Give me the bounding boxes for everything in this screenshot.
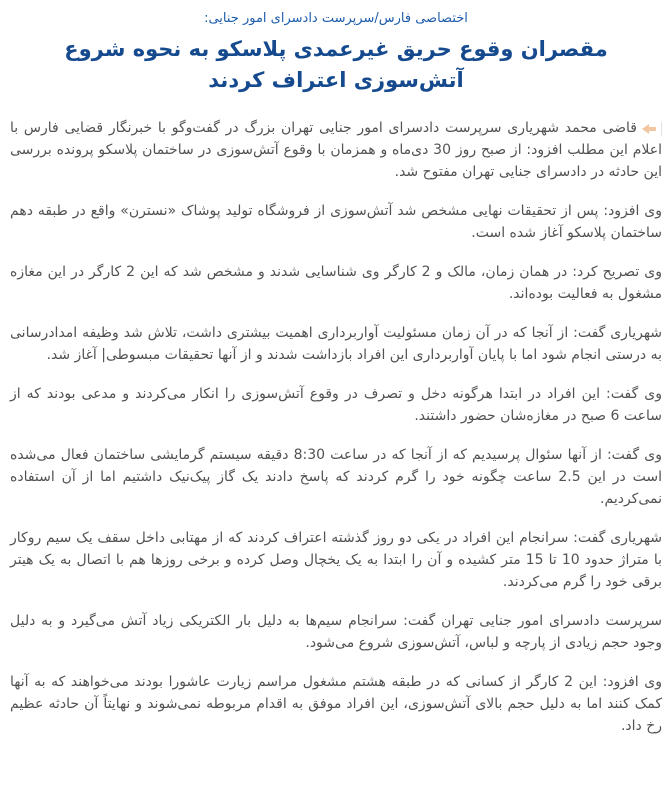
- lead-paragraph: [10, 117, 662, 183]
- article-paragraph: سرپرست دادسرای امور جنایی تهران گفت: سرانجام سیم‌ها به دلیل بار الکتریکی زیاد آتش می‌گیرد و به دلیل وجود حجم زیادی از پارچه و لباس، آتش‌سوزی شروع می‌شود.: [10, 613, 662, 651]
- article-body: [10, 117, 662, 737]
- article-paragraph: وی افزود: پس از تحقیقات نهایی مشخص شد آتش‌سوزی از فروشگاه تولید پوشاک «نسترن» واقع در طبقه دهم ساختمان پلاسکو آغاز شده است.: [10, 203, 662, 241]
- paragraph-text: قاضی محمد شهریاری سرپرست دادسرای امور جنایی تهران بزرگ در گفت‌وگو با خبرنگار قضایی فارس با اعلام این مطلب افزود: از صبح روز 30 دی‌ماه و همزمان با وقوع آتش‌سوزی در ساختمان پلاسکو پرونده بررسی این حادثه در دادسرای جنایی تهران مفتوح شد.: [10, 120, 662, 180]
- article-paragraph: وی گفت: از آنها سئوال پرسیدیم که از آنجا که در ساعت 8:30 دقیقه سیستم گرمایشی ساختمان فعال می‌شده است در این 2.5 ساعت چگونه خود را گرم کردند که پاسخ دادند یک گاز پیک‌نیک داشتیم اما از آن استفاده نمی‌کردیم.: [10, 447, 662, 507]
- article-paragraph: شهریاری گفت: از آنجا که در آن زمان مسئولیت آواربرداری اهمیت بیشتری داشت، تلاش شد وظیفه امدادرسانی به درستی انجام شود اما با پایان آواربرداری این افراد بازداشت شدند و از آنها تحقیقات مبسوطی| آغاز شد.: [10, 325, 662, 363]
- article-kicker: اختصاصی فارس/سرپرست دادسرای امور جنایی:: [204, 11, 468, 26]
- article-paragraph: وی افزود: این 2 کارگر از کسانی که در طبقه هشتم مشغول مراسم زیارت عاشورا بودند می‌خواهند که به آنها کمک کنند اما به دلیل حجم بالای آتش‌سوزی، این افراد موفق به اقدام مربوطه نمی‌شوند و نهایتاً آن حادثه عظیم رخ داد.: [10, 674, 663, 734]
- article-paragraph: وی گفت: این افراد در ابتدا هرگونه دخل و تصرف در وقوع آتش‌سوزی را انکار می‌کردند و مدعی بودند که از ساعت 6 صبح در مغازه‌شان حضور داشتند.: [10, 386, 662, 424]
- article-paragraph: شهریاری گفت: سرانجام این افراد در یکی دو روز گذشته اعتراف کردند که از مهتابی داخل سقف یک سیم روکار با متراژ حدود 10 تا 15 متر کشیده و آن را ابتدا به یک یخچال وصل کرده و برخی روزها هم با اتصال به یک هیتر برقی خود را گرم می‌کردند.: [10, 530, 663, 590]
- article-paragraph: وی تصریح کرد: در همان زمان، مالک و 2 کارگر وی شناسایی شدند و مشخص شد که این 2 کارگر در این مغازه مشغول به فعالیت بوده‌اند.: [10, 264, 662, 302]
- article-headline: مقصران وقوع حریق غیرعمدی پلاسکو به نحوه شروع آتش‌سوزی اعتراف کردند: [64, 37, 608, 92]
- left-arrow-icon: [642, 122, 662, 136]
